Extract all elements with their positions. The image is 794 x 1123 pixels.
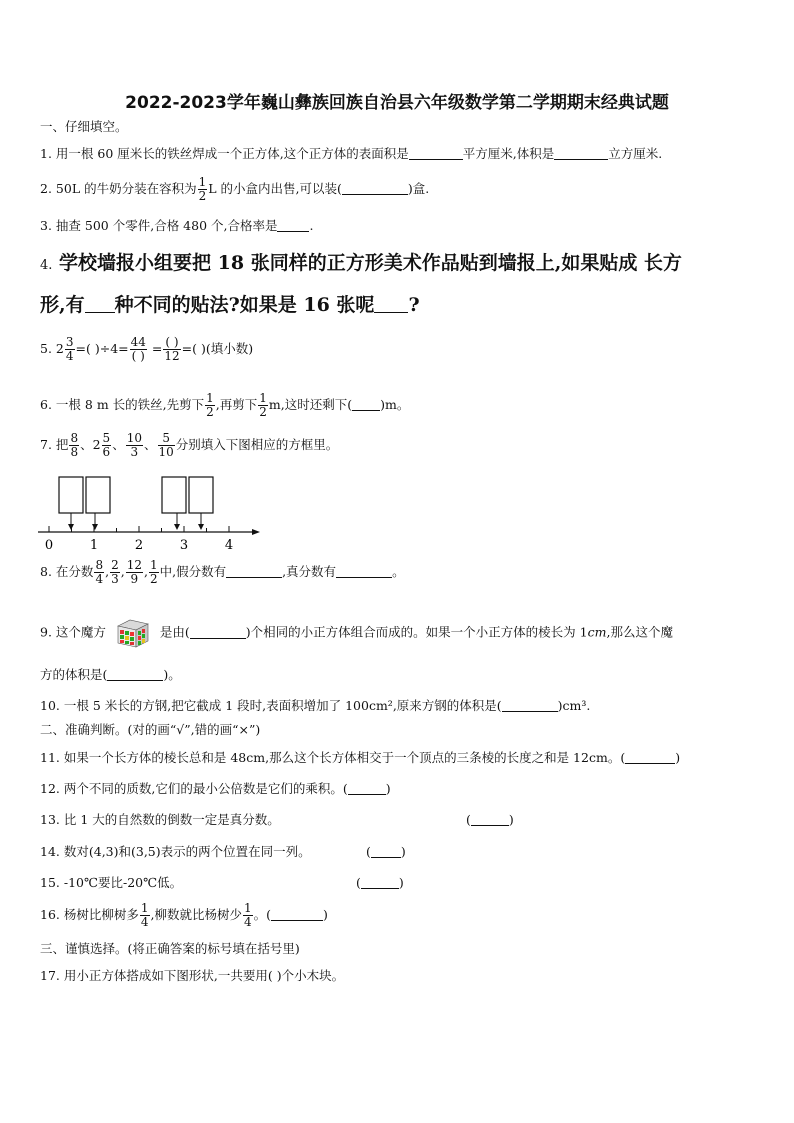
tick-label: 0 xyxy=(44,538,54,553)
question-4-line-1 xyxy=(40,251,682,278)
question-text: 杨树比柳树多 xyxy=(63,907,139,922)
question-9-line-2 xyxy=(40,666,181,684)
question-number: 14. xyxy=(40,844,60,859)
rubiks-cube-icon xyxy=(116,618,150,648)
answer-box-1[interactable] xyxy=(59,477,83,513)
tick-label: 1 xyxy=(89,538,99,553)
question-text: 这个魔方 xyxy=(55,624,106,640)
mixed-whole: 2 xyxy=(55,341,64,356)
question-text: m,这时还剩下( xyxy=(268,397,353,412)
question-number: 12. xyxy=(40,781,60,796)
question-text: ,柳数就比杨树少 xyxy=(150,907,243,922)
answer-box-4[interactable] xyxy=(189,477,213,513)
question-15-answer: ( ) xyxy=(356,875,404,890)
tick-label: 3 xyxy=(179,538,189,553)
question-text: =( )÷4= xyxy=(75,341,129,356)
answer-blank-6[interactable] xyxy=(352,397,380,411)
tick-label: 4 xyxy=(224,538,234,553)
answer-blank-8a[interactable] xyxy=(226,564,282,578)
answer-blank-15[interactable] xyxy=(361,875,399,889)
question-number: 4. xyxy=(40,258,53,273)
fraction: $\frac{44}{( )}$ xyxy=(130,335,146,363)
question-text: ,真分数有 xyxy=(282,564,337,579)
page-title: 2022-2023学年巍山彝族回族自治县六年级数学第二学期期末经典试题 xyxy=(125,93,669,113)
answer-box-2[interactable] xyxy=(86,477,110,513)
question-4-line-2 xyxy=(40,293,420,317)
question-text: L 的小盒内出售,可以装( xyxy=(208,181,342,196)
question-number: 7. xyxy=(40,437,52,452)
question-9 xyxy=(40,618,673,648)
fraction: $\frac{5}{10}$ xyxy=(158,431,174,459)
question-text: 种不同的贴法?如果是 16 张呢 xyxy=(114,294,375,316)
question-17 xyxy=(40,967,344,985)
unit-label: cm xyxy=(587,624,607,640)
question-text: )个相同的小正方体组合而成的。如果一个小正方体的棱长为 1 xyxy=(245,624,588,640)
fraction: $\frac{3}{4}$ xyxy=(65,335,74,363)
answer-blank-13[interactable] xyxy=(471,812,509,826)
fraction: $\frac{2}{3}$ xyxy=(111,558,119,586)
answer-blank-1b[interactable] xyxy=(554,146,608,160)
answer-blank-9a[interactable] xyxy=(190,625,246,639)
question-12 xyxy=(40,780,391,798)
question-text: ,那么这个魔 xyxy=(606,624,673,640)
question-6 xyxy=(40,392,409,419)
question-text: 如果一个长方体的棱长总和是 48cm,那么这个长方体相交于一个顶点的三条棱的长度之和是 12cm。( xyxy=(63,750,626,765)
question-text: 用一根 60 厘米长的铁丝焊成一个正方体,这个正方体的表面积是 xyxy=(55,146,409,161)
question-text: 在分数 xyxy=(55,564,94,579)
question-number: 13. xyxy=(40,812,60,827)
question-text: 立方厘米. xyxy=(608,146,663,161)
question-14-answer: ( ) xyxy=(366,844,406,859)
answer-blank-9b[interactable] xyxy=(107,667,163,681)
question-text: ? xyxy=(408,294,420,316)
section-heading-1: 一、仔细填空。 xyxy=(40,119,128,134)
answer-blank-1a[interactable] xyxy=(409,146,463,160)
question-text: = xyxy=(151,341,163,356)
question-text: 两个不同的质数,它们的最小公倍数是它们的乘积。( xyxy=(63,781,348,796)
section-heading-3: 三、谨慎选择。(将正确答案的标号填在括号里) xyxy=(40,941,300,956)
question-number: 8. xyxy=(40,564,52,579)
question-text: 。 xyxy=(392,564,405,579)
question-text: =( )(填小数) xyxy=(181,341,254,356)
question-11 xyxy=(40,749,680,767)
question-13 xyxy=(40,811,280,829)
fraction: $\frac{1}{2}$ xyxy=(149,558,158,586)
question-text: 中,假分数有 xyxy=(159,564,227,579)
question-text: 数对(4,3)和(3,5)表示的两个位置在同一列。 xyxy=(63,844,311,859)
answer-blank-4b[interactable] xyxy=(374,295,408,313)
answer-blank-14[interactable] xyxy=(371,844,401,858)
answer-blank-2[interactable] xyxy=(342,181,408,195)
question-text: 一根 8 m 长的铁丝,先剪下 xyxy=(55,397,205,412)
question-text: ) xyxy=(323,907,328,922)
question-1 xyxy=(40,145,662,163)
fraction: $\frac{12}{9}$ xyxy=(126,558,142,586)
question-8: 8. 在分数 $\frac{8}{4}$ , $\frac{2}{3}$ , $\frac{12}{9}$ , $\frac{1}{2}$ 中,假分数有 ,真分数有 。 xyxy=(40,558,405,586)
fraction: $\frac{8}{4}$ xyxy=(95,558,104,586)
question-text: 一根 5 米长的方钢,把它截成 1 段时,表面积增加了 100cm²,原来方钢的体积是( xyxy=(63,698,502,713)
fraction: $\frac{10}{3}$ xyxy=(126,431,142,459)
answer-box-3[interactable] xyxy=(162,477,186,513)
answer-blank-11[interactable] xyxy=(625,750,675,764)
fraction: $\frac{1}{2}$ xyxy=(206,391,214,419)
question-text: 分别填入下图相应的方框里。 xyxy=(175,437,339,452)
section-heading-2: 二、准确判断。(对的画“√”,错的画“×”) xyxy=(40,722,261,737)
question-number: 5. xyxy=(40,341,52,356)
question-number: 10. xyxy=(40,698,60,713)
question-number: 2. xyxy=(40,181,52,196)
question-number: 3. xyxy=(40,218,52,233)
question-14 xyxy=(40,843,311,861)
answer-blank-10[interactable] xyxy=(502,698,558,712)
question-number: 15. xyxy=(40,875,60,890)
question-number: 17. xyxy=(40,968,60,983)
question-text: -10℃要比-20℃低。 xyxy=(63,875,183,890)
question-text: 是由( xyxy=(159,624,190,640)
question-text: 抽查 500 个零件,合格 480 个,合格率是 xyxy=(55,218,278,233)
question-text: 比 1 大的自然数的倒数一定是真分数。 xyxy=(63,812,280,827)
number-line-diagram xyxy=(34,474,264,554)
fraction: $\frac{1}{4}$ xyxy=(244,901,252,929)
fraction: $\frac{( )}{12}$ xyxy=(164,335,180,363)
question-text: 形,有 xyxy=(40,294,85,316)
question-text: 。( xyxy=(253,907,272,922)
mixed-whole: 2 xyxy=(92,437,101,452)
question-3 xyxy=(40,217,313,235)
answer-blank-3[interactable] xyxy=(277,218,309,232)
question-2 xyxy=(40,176,429,203)
question-16 xyxy=(40,902,328,929)
question-number: 6. xyxy=(40,397,52,412)
question-10 xyxy=(40,697,590,715)
question-text: 把 xyxy=(55,437,69,452)
fraction: $\frac{1}{4}$ xyxy=(140,901,149,929)
question-text: )cm³. xyxy=(557,698,591,713)
fraction: $\frac{1}{2}$ xyxy=(259,391,267,419)
question-15 xyxy=(40,874,182,892)
fraction: $\frac{8}{8}$ xyxy=(70,431,79,459)
question-text: ,再剪下 xyxy=(215,397,258,412)
answer-blank-4a[interactable] xyxy=(85,295,115,313)
answer-blank-12[interactable] xyxy=(348,781,386,795)
answer-blank-16[interactable] xyxy=(271,907,323,921)
question-number: 1. xyxy=(40,146,52,161)
question-text: 方的体积是( xyxy=(40,667,108,682)
question-text: )。 xyxy=(163,667,181,682)
fraction: $\frac{1}{2}$ xyxy=(198,175,207,203)
question-13-answer: ( ) xyxy=(466,812,514,827)
question-5 xyxy=(40,336,253,363)
question-7: 7. 把 $\frac{8}{8}$ 、2 $\frac{5}{6}$ 、 $\frac{10}{3}$ 、 $\frac{5}{10}$ 分别填入下图相应的方框里。 xyxy=(40,431,339,459)
question-text: )m。 xyxy=(380,397,410,412)
answer-blank-8b[interactable] xyxy=(336,564,392,578)
question-text: . xyxy=(309,218,314,233)
question-text: )盒. xyxy=(407,181,430,196)
question-number: 16. xyxy=(40,907,60,922)
question-text: 学校墙报小组要把 18 张同样的正方形美术作品贴到墙报上,如果贴成 长方 xyxy=(59,252,682,274)
question-text: 平方厘米,体积是 xyxy=(462,146,555,161)
question-text: ) xyxy=(675,750,681,765)
question-number: 11. xyxy=(40,750,60,765)
fraction: $\frac{5}{6}$ xyxy=(102,431,111,459)
question-number: 9. xyxy=(40,624,52,640)
question-text: 50L 的牛奶分装在容积为 xyxy=(55,181,197,196)
question-text: ) xyxy=(385,781,391,796)
tick-label: 2 xyxy=(134,538,144,553)
question-text: 用小正方体搭成如下图形状,一共要用( )个小木块。 xyxy=(63,968,345,983)
axis-arrow-icon xyxy=(252,529,260,535)
